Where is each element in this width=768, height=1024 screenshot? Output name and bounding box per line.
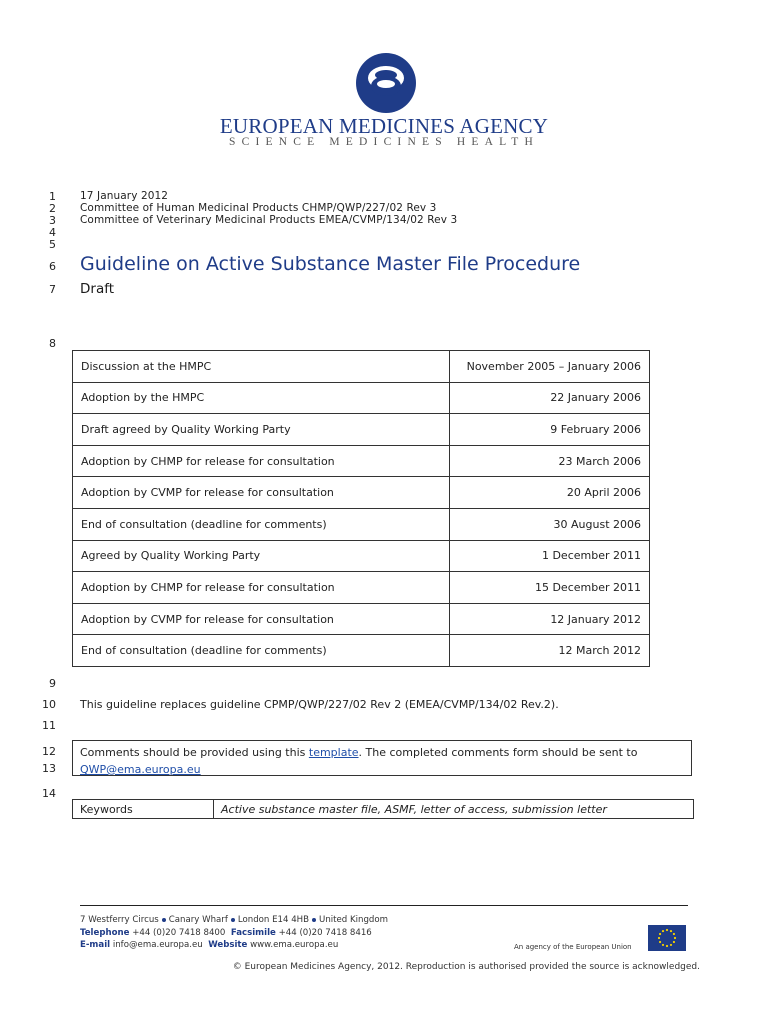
document-date: 17 January 2012 — [80, 190, 169, 202]
cvmp-reference: Committee of Veterinary Medicinal Products EMEA/CVMP/134/02 Rev 3 — [80, 214, 458, 226]
event-cell: Adoption by the HMPC — [73, 382, 450, 414]
chmp-reference: Committee of Human Medicinal Products CHMP/QWP/227/02 Rev 3 — [80, 202, 437, 214]
line-number: 4 — [49, 226, 56, 239]
table-row — [73, 382, 650, 414]
event-cell: Agreed by Quality Working Party — [73, 540, 450, 572]
date-cell: 9 February 2006 — [450, 414, 650, 446]
date-cell: 1 December 2011 — [450, 540, 650, 572]
table-row — [73, 351, 650, 383]
keywords-label: Keywords — [73, 800, 214, 819]
address-country: United Kingdom — [319, 915, 389, 925]
eu-star-icon — [666, 929, 668, 931]
date-cell: 12 January 2012 — [450, 603, 650, 635]
replaces-statement: This guideline replaces guideline CPMP/QWP/227/02 Rev 2 (EMEA/CVMP/134/02 Rev.2). — [80, 698, 559, 711]
eu-star-icon — [659, 933, 661, 935]
facsimile-label: Facsimile — [230, 928, 276, 938]
footer-address — [80, 915, 388, 925]
event-cell: Adoption by CVMP for release for consultation — [73, 603, 450, 635]
table-row — [73, 800, 694, 819]
table-row — [73, 603, 650, 635]
table-row — [73, 508, 650, 540]
line-number: 14 — [42, 787, 56, 800]
email-value[interactable]: info@ema.europa.eu — [112, 940, 203, 950]
line-number: 12 — [42, 745, 56, 758]
date-cell: November 2005 – January 2006 — [450, 351, 650, 383]
copyright-notice: © European Medicines Agency, 2012. Reproduction is authorised provided the source is acknowledged. — [232, 962, 700, 972]
line-number: 6 — [49, 260, 56, 273]
telephone-value: +44 (0)20 7418 8400 — [132, 928, 226, 938]
line-number: 5 — [49, 238, 56, 251]
line-number: 11 — [42, 719, 56, 732]
table-row — [73, 635, 650, 667]
footer-phone-line — [80, 928, 372, 938]
event-cell: Adoption by CHMP for release for consultation — [73, 445, 450, 477]
eu-star-icon — [673, 933, 675, 935]
eu-star-icon — [670, 944, 672, 946]
table-row — [73, 445, 650, 477]
date-cell: 22 January 2006 — [450, 382, 650, 414]
date-cell: 15 December 2011 — [450, 572, 650, 604]
eu-star-icon — [662, 944, 664, 946]
website-label: Website — [208, 940, 248, 950]
line-number: 7 — [49, 283, 56, 296]
line-number: 3 — [49, 214, 56, 227]
line-number: 8 — [49, 337, 56, 350]
eu-star-icon — [674, 937, 676, 939]
keywords-table — [72, 799, 694, 819]
template-link[interactable]: template — [308, 746, 359, 759]
agency-name: EUROPEAN MEDICINES AGENCY — [219, 114, 549, 138]
date-cell: 12 March 2012 — [450, 635, 650, 667]
agency-tagline: SCIENCE MEDICINES HEALTH — [228, 136, 539, 148]
eu-star-icon — [666, 945, 668, 947]
line-number: 9 — [49, 677, 56, 690]
event-cell: End of consultation (deadline for comments) — [73, 635, 450, 667]
footer-contact-line — [80, 940, 338, 950]
eu-star-icon — [659, 941, 661, 943]
email-label: E-mail — [80, 940, 111, 950]
facsimile-value: +44 (0)20 7418 8416 — [278, 928, 372, 938]
address-city: London E14 4HB — [237, 915, 310, 925]
bullet-icon — [162, 918, 166, 922]
keywords-value: Active substance master file, ASMF, letter of access, submission letter — [214, 800, 694, 819]
line-number: 2 — [49, 202, 56, 215]
telephone-label: Telephone — [80, 928, 130, 938]
address-street: 7 Westferry Circus — [80, 915, 159, 925]
event-cell: End of consultation (deadline for comments) — [73, 508, 450, 540]
event-cell: Discussion at the HMPC — [73, 351, 450, 383]
table-row — [73, 572, 650, 604]
eu-flag-icon — [648, 925, 686, 951]
eu-star-icon — [673, 941, 675, 943]
ema-logo-icon — [355, 52, 417, 114]
document-status: Draft — [80, 281, 115, 297]
date-cell: 23 March 2006 — [450, 445, 650, 477]
eu-agency-text: An agency of the European Union — [514, 943, 632, 951]
date-cell: 20 April 2006 — [450, 477, 650, 509]
eu-star-icon — [662, 930, 664, 932]
table-row — [73, 477, 650, 509]
event-cell: Adoption by CVMP for release for consultation — [73, 477, 450, 509]
table-row — [73, 414, 650, 446]
website-value[interactable]: www.ema.europa.eu — [250, 940, 339, 950]
comments-prefix: Comments should be provided using this — [80, 746, 309, 759]
table-row — [73, 540, 650, 572]
date-cell: 30 August 2006 — [450, 508, 650, 540]
eu-star-icon — [670, 930, 672, 932]
address-area: Canary Wharf — [168, 915, 228, 925]
line-number: 10 — [42, 698, 56, 711]
comments-box — [72, 740, 692, 776]
line-number: 13 — [42, 762, 56, 775]
event-cell: Draft agreed by Quality Working Party — [73, 414, 450, 446]
eu-star-icon — [658, 937, 660, 939]
comments-email-link[interactable]: QWP@ema.europa.eu — [80, 763, 201, 776]
footer-divider — [80, 905, 688, 906]
timeline-table — [72, 350, 650, 667]
bullet-icon — [312, 918, 316, 922]
line-number: 1 — [49, 190, 56, 203]
event-cell: Adoption by CHMP for release for consultation — [73, 572, 450, 604]
comments-suffix: . The completed comments form should be sent to — [358, 746, 638, 759]
document-title: Guideline on Active Substance Master File Procedure — [80, 253, 581, 275]
bullet-icon — [231, 918, 235, 922]
